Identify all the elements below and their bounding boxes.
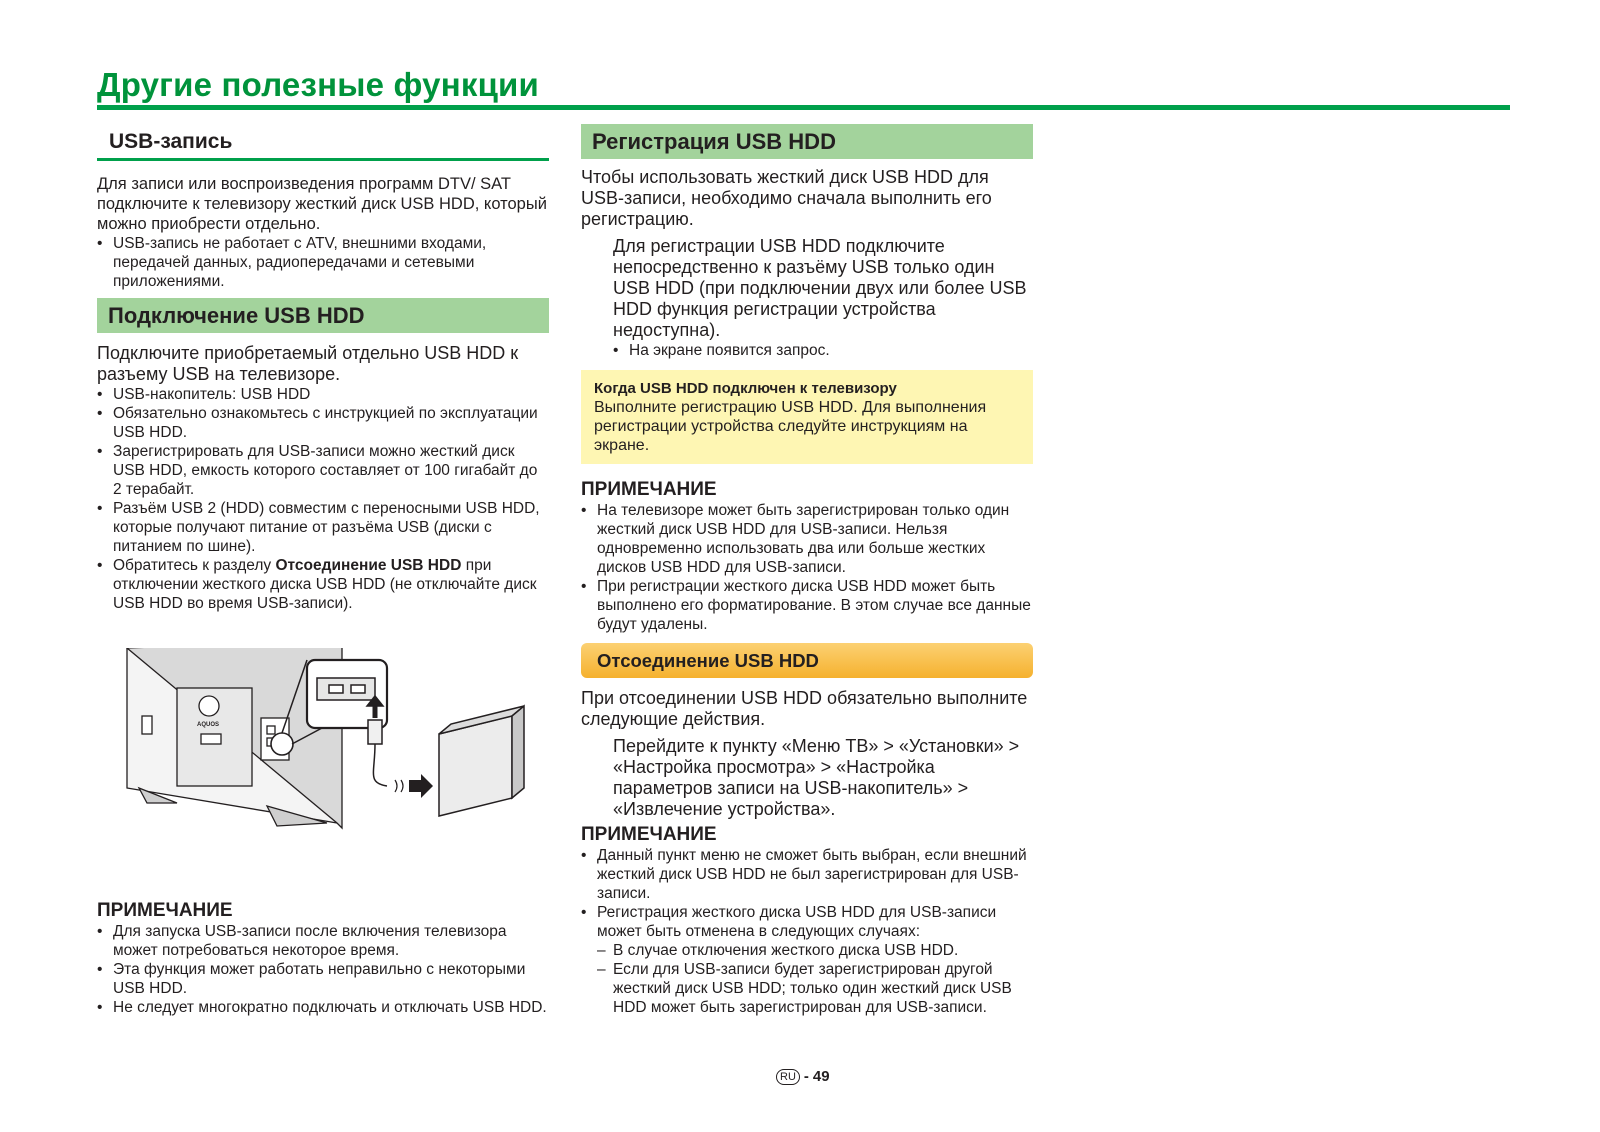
- page-number-value: 49: [812, 1068, 830, 1085]
- connect-bullets: [97, 385, 549, 613]
- disconnect-usb-hdd-heading: Отсоединение USB HDD: [581, 643, 1033, 678]
- bullet-item: • USB-запись не работает с ATV, внешними входами, передачей данных, радиопередачами и сетевыми приложениями.: [97, 234, 549, 291]
- connect-intro: Подключите приобретаемый отдельно USB HDD к разъему USB на телевизоре.: [97, 343, 519, 384]
- disconnect-step: Перейдите к пункту «Меню ТВ» > «Установки» > «Настройка просмотра» > «Настройка параметров записи на USB-накопитель» > «Извлечение устройства».: [613, 736, 1020, 819]
- connected-info-box: [581, 370, 1033, 464]
- bullet-item: • Для запуска USB-записи после включения телевизора может потребоваться некоторое время.: [97, 922, 549, 960]
- right-note1-bullets: [581, 501, 1033, 634]
- left-column: [97, 124, 549, 613]
- bullet-item: • На телевизоре может быть зарегистрирован только один жесткий диск USB HDD для USB-записи. Нельзя одновременно использовать два или больше жестких дисков USB HDD для USB-записи.: [581, 501, 1033, 577]
- right-column: [581, 124, 1033, 1017]
- bullet-item: • На экране появится запрос.: [613, 341, 1033, 360]
- tv-brand-logo: AQUOS: [197, 722, 220, 728]
- usb-recording-bullets: [97, 234, 549, 291]
- bullet-item: • Разъём USB 2 (HDD) совместим с переносными USB HDD, которые получают питание от разъёма USB (диски с питанием по шине).: [97, 499, 549, 556]
- arrow-right-icon: [409, 774, 433, 798]
- section-reference: Отсоединение USB HDD: [275, 557, 462, 574]
- bullet-item: • Эта функция может работать неправильно с некоторыми USB HDD.: [97, 960, 549, 998]
- bullet-item: • Регистрация жесткого диска USB HDD для USB-записи может быть отменена в следующих случаях:: [581, 903, 1033, 941]
- title-rule: [97, 105, 1510, 110]
- register-intro: Чтобы использовать жесткий диск USB HDD для USB-записи, необходимо сначала выполнить его регистрацию.: [581, 167, 992, 229]
- right-note2-bullets: [581, 846, 1033, 941]
- bullet-item: • Обратитесь к разделу Отсоединение USB HDD при отключении жесткого диска USB HDD (не отключайте диск USB HDD во время USB-записи).: [97, 556, 549, 613]
- usb-hdd-connection-illustration: [117, 648, 537, 853]
- bullet-item: • Обязательно ознакомьтесь с инструкцией по эксплуатации USB HDD.: [97, 404, 549, 442]
- usb-recording-intro: Для записи или воспроизведения программ DTV/ SAT подключите к телевизору жесткий диск USB HDD, который можно приобрести отдельно.: [97, 175, 547, 233]
- dash-item: – Если для USB-записи будет зарегистрирован другой жесткий диск USB HDD; только один жесткий диск USB HDD может быть зарегистрирован для USB-записи.: [597, 960, 1033, 1017]
- bullet-item: • Не следует многократно подключать и отключать USB HDD.: [97, 998, 549, 1017]
- register-step: Для регистрации USB HDD подключите непосредственно к разъёму USB только один USB HDD (при подключении двух или более USB HDD функция регистрации устройства недоступна).: [613, 236, 1027, 340]
- note-heading: ПРИМЕЧАНИЕ: [581, 479, 717, 500]
- bullet-item: • При регистрации жесткого диска USB HDD может быть выполнено его форматирование. В этом случае все данные будут удалены.: [581, 577, 1033, 634]
- left-note-bullets: [97, 922, 549, 1017]
- register-step-bullets: [581, 341, 1033, 360]
- page-separator: -: [803, 1068, 809, 1085]
- register-usb-hdd-heading: Регистрация USB HDD: [581, 124, 1033, 159]
- page-title: Другие полезные функции: [97, 66, 540, 103]
- info-box-title: Когда USB HDD подключен к телевизору: [594, 380, 897, 397]
- dash-item: – В случае отключения жесткого диска USB HDD.: [597, 941, 1033, 960]
- disconnect-intro: При отсоединении USB HDD обязательно выполните следующие действия.: [581, 688, 1028, 729]
- external-hdd: [439, 706, 524, 816]
- right-note2-dashes: [581, 941, 1033, 1017]
- page-number: [776, 1068, 830, 1085]
- left-note: [97, 900, 549, 1017]
- connect-usb-hdd-heading: Подключение USB HDD: [97, 298, 549, 333]
- bullet-item: • USB-накопитель: USB HDD: [97, 385, 549, 404]
- bullet-item: • Зарегистрировать для USB-записи можно жесткий диск USB HDD, емкость которого составляет от 100 гигабайт до 2 терабайт.: [97, 442, 549, 499]
- usb-recording-heading: USB-запись: [97, 124, 549, 161]
- note-heading: ПРИМЕЧАНИЕ: [97, 900, 233, 921]
- language-badge: RU: [776, 1069, 800, 1085]
- info-box-text: Выполните регистрацию USB HDD. Для выполнения регистрации устройства следуйте инструкциям на экране.: [594, 399, 987, 454]
- note-heading: ПРИМЕЧАНИЕ: [581, 824, 717, 845]
- bullet-item: • Данный пункт меню не сможет быть выбран, если внешний жесткий диск USB HDD не был зарегистрирован для USB-записи.: [581, 846, 1033, 903]
